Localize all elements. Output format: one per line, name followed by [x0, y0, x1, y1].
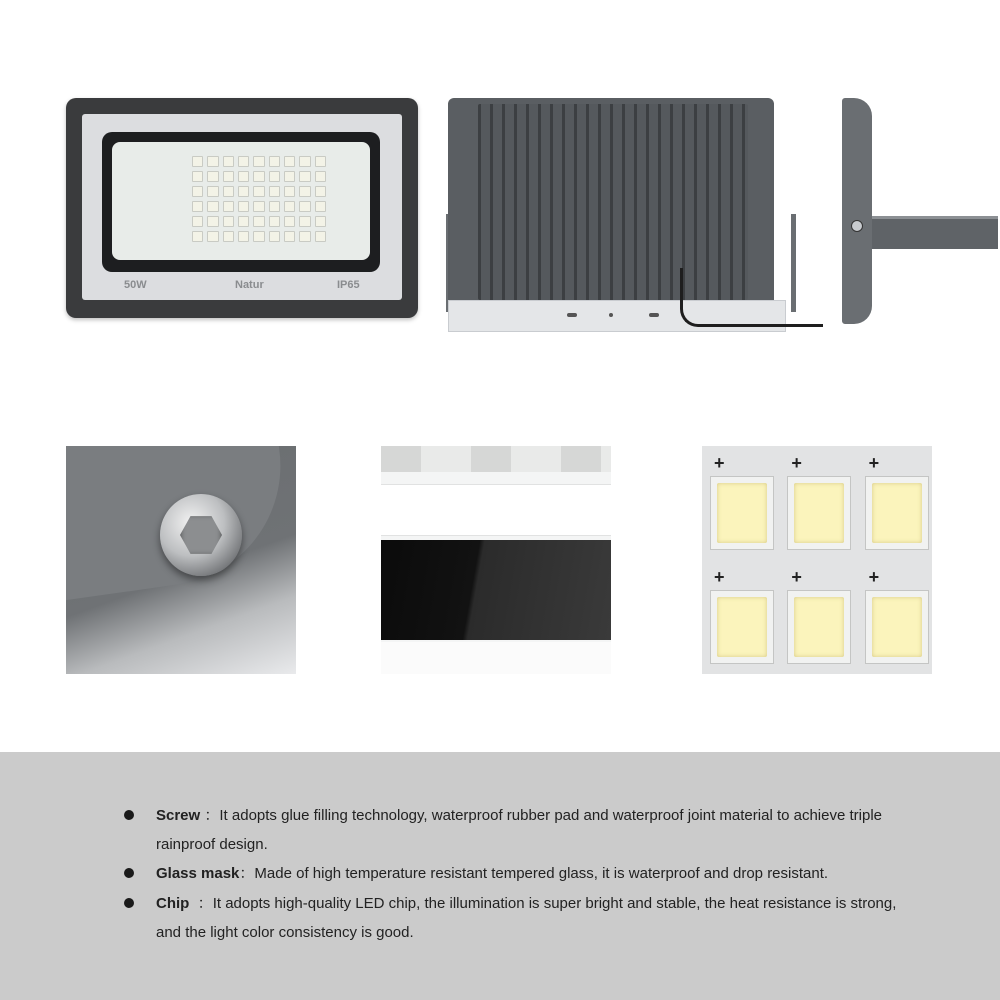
led-dot: [192, 216, 203, 227]
feature-text: [156, 859, 924, 888]
led-dot: [253, 231, 264, 242]
power-cable: [680, 268, 823, 327]
feature-item-screw: [124, 801, 924, 859]
feature-title: Screw: [156, 807, 201, 824]
polarity-plus-icon: +: [714, 567, 725, 587]
feature-description: It adopts high-quality LED chip, the illumination is super bright and stable, the heat resistance is strong, and the light color consistency is good.: [156, 895, 897, 941]
chip-phosphor: [717, 597, 767, 657]
led-dot: [238, 186, 249, 197]
led-dot: [207, 216, 218, 227]
led-dot: [284, 231, 295, 242]
led-dot: [315, 186, 326, 197]
led-dot: [299, 216, 310, 227]
feature-band: [0, 752, 1000, 1000]
led-dot: [207, 201, 218, 212]
led-dot: [269, 186, 280, 197]
led-dot: [269, 171, 280, 182]
chip-phosphor: [794, 597, 844, 657]
led-dot: [315, 171, 326, 182]
led-chip: [863, 568, 930, 668]
tempered-glass-surface: [381, 540, 611, 640]
led-dot: [207, 231, 218, 242]
led-dot: [299, 231, 310, 242]
chip-package: [710, 476, 774, 550]
led-dot: [238, 201, 249, 212]
rating-label: IP65: [337, 279, 360, 291]
feature-description: It adopts glue filling technology, waterproof rubber pad and waterproof joint material to achieve triple rainproof design.: [156, 807, 882, 853]
led-dot: [269, 216, 280, 227]
feature-item-chip: [124, 889, 924, 947]
led-row-edge: [381, 446, 611, 472]
feature-separator: ：: [197, 895, 213, 912]
led-dot: [223, 156, 234, 167]
feature-text: [156, 889, 924, 947]
bullet-icon: [124, 898, 134, 908]
polarity-plus-icon: +: [791, 453, 802, 473]
led-dot: [238, 231, 249, 242]
led-dot: [238, 216, 249, 227]
bullet-icon: [124, 810, 134, 820]
led-dot: [223, 186, 234, 197]
chip-package: [710, 590, 774, 664]
glass-detail-image: [381, 446, 611, 674]
led-dot: [269, 201, 280, 212]
chip-package: [787, 476, 851, 550]
led-dot: [192, 231, 203, 242]
led-dot: [207, 171, 218, 182]
glass-bottom-edge: [381, 642, 611, 674]
feature-separator: ：: [239, 865, 255, 882]
led-chip: [708, 568, 775, 668]
led-chip: [708, 454, 775, 554]
feature-title: Chip: [156, 895, 190, 912]
led-dot: [299, 156, 310, 167]
floodlight-side-view: [842, 98, 872, 324]
feature-description: Made of high temperature resistant tempered glass, it is waterproof and drop resistant.: [254, 865, 829, 882]
polarity-plus-icon: +: [791, 567, 802, 587]
led-dot: [207, 156, 218, 167]
hex-socket: [180, 514, 222, 556]
led-dot: [253, 186, 264, 197]
chip-package: [787, 590, 851, 664]
led-dot: [223, 171, 234, 182]
led-dot: [253, 201, 264, 212]
feature-separator: ：: [204, 807, 220, 824]
led-dot: [192, 171, 203, 182]
led-dot: [315, 156, 326, 167]
feature-title: Glass mask: [156, 865, 240, 882]
chip-phosphor: [872, 597, 922, 657]
led-dot: [238, 171, 249, 182]
screw-detail-image: [66, 446, 296, 674]
led-dot: [299, 201, 310, 212]
led-dot: [207, 186, 218, 197]
led-dot: [315, 231, 326, 242]
led-dot: [284, 156, 295, 167]
chip-detail-image: [702, 446, 932, 674]
led-dot: [284, 186, 295, 197]
led-dot: [192, 201, 203, 212]
hex-screw-icon: [160, 494, 242, 576]
led-dot: [269, 231, 280, 242]
chip-phosphor: [717, 483, 767, 543]
chip-package: [865, 590, 929, 664]
chip-array: [708, 454, 930, 668]
led-dot: [284, 216, 295, 227]
polarity-plus-icon: +: [714, 453, 725, 473]
led-array: [192, 156, 326, 242]
led-dot: [192, 156, 203, 167]
wattage-label: 50W: [124, 279, 147, 291]
led-chip: [863, 454, 930, 554]
led-dot: [192, 186, 203, 197]
front-bezel: [82, 114, 402, 300]
led-chip: [785, 568, 852, 668]
feature-text: [156, 801, 924, 859]
front-glass: [112, 142, 370, 260]
led-dot: [299, 171, 310, 182]
led-dot: [223, 201, 234, 212]
led-dot: [223, 231, 234, 242]
led-chip: [785, 454, 852, 554]
led-dot: [238, 156, 249, 167]
led-dot: [223, 216, 234, 227]
brand-label: Natur: [235, 279, 264, 291]
led-dot: [315, 201, 326, 212]
polarity-plus-icon: +: [868, 567, 880, 587]
led-dot: [284, 171, 295, 182]
led-dot: [253, 171, 264, 182]
side-bracket-arm: [852, 216, 998, 249]
led-dot: [253, 216, 264, 227]
led-dot: [315, 216, 326, 227]
front-window: [102, 132, 380, 272]
glass-frame: [381, 484, 611, 536]
floodlight-front-view: [66, 98, 418, 318]
feature-item-glass-mask: [124, 859, 924, 888]
bullet-icon: [124, 868, 134, 878]
chip-phosphor: [794, 483, 844, 543]
led-dot: [299, 186, 310, 197]
chip-phosphor: [872, 483, 922, 543]
chip-package: [865, 476, 929, 550]
side-screw-icon: [851, 220, 863, 232]
led-dot: [253, 156, 264, 167]
polarity-plus-icon: +: [868, 453, 880, 473]
led-dot: [269, 156, 280, 167]
led-dot: [284, 201, 295, 212]
